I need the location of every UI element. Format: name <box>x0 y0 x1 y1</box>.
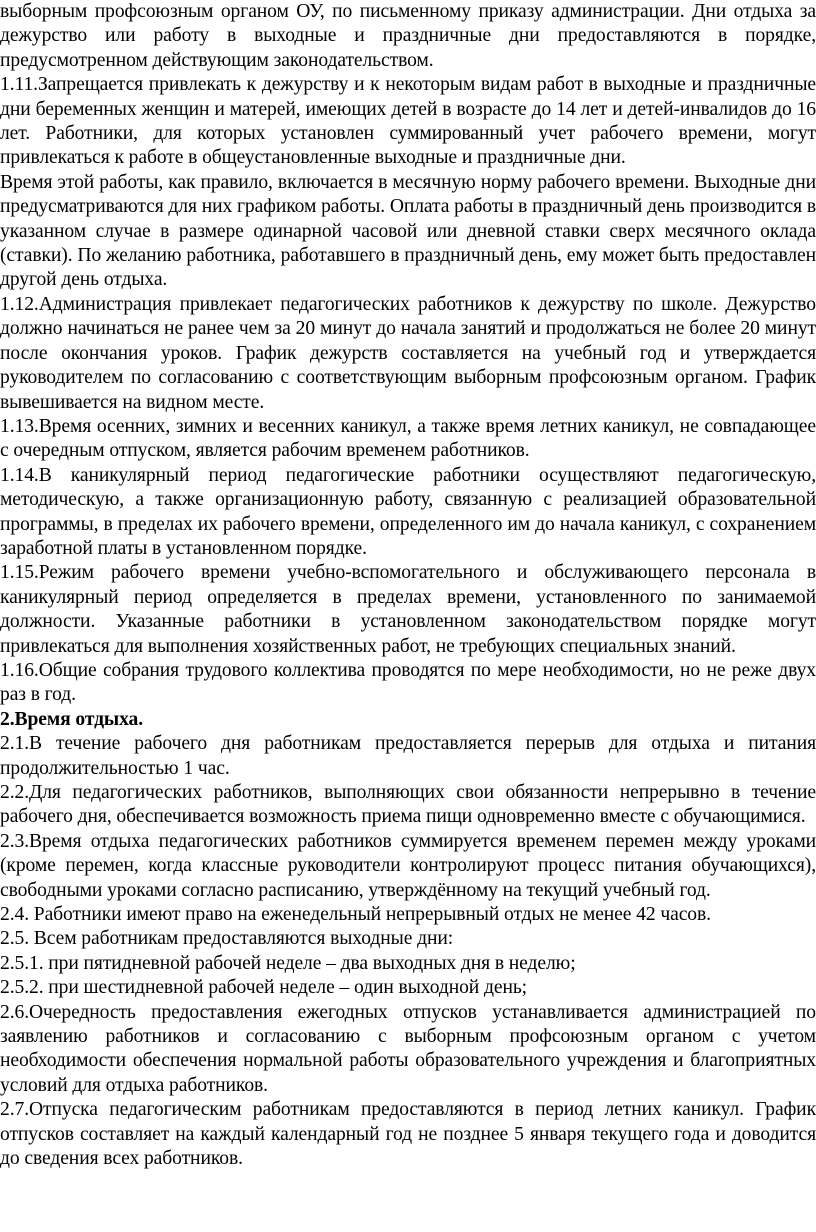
paragraph-2-5-1: 2.5.1. при пятидневной рабочей неделе – два выходных дня в неделю; <box>0 952 576 974</box>
section-heading-rest-time: 2.Время отдыха. <box>0 708 144 730</box>
paragraph-2-2: 2.2.Для педагогических работников, выполняющих свои обязанности непрерывно в течение рабочего дня, обеспечивается возможность приема пищи одновременно вместе с обучающимися. <box>0 782 816 828</box>
paragraph-2-3: 2.3.Время отдыха педагогических работников суммируется временем перемен между уроками (кроме перемен, когда классные руководители контролируют процесс питания обучающихся), свободными уроками согласно расписанию, утверждённому на текущий учебный год. <box>0 830 816 901</box>
paragraph-2-4: 2.4. Работники имеют право на еженедельный непрерывный отдых не менее 42 часов. <box>0 904 711 926</box>
paragraph-2-7: 2.7.Отпуска педагогическим работникам предоставляются в период летних каникул. График отпусков составляет на каждый календарный год не позднее 5 января текущего года и доводится до сведения всех работников. <box>0 1099 816 1170</box>
paragraph-1-14: 1.14.В каникулярный период педагогические работники осуществляют педагогическую, методическую, а также организационную работу, связанную с реализацией образовательной программы, в пределах их рабочего времени, определенного им до начала каникул, с сохранением заработной платы в установленном порядке. <box>0 464 816 559</box>
paragraph-1-12: 1.12.Администрация привлекает педагогических работников к дежурству по школе. Дежурство должно начинаться не ранее чем за 20 минут до начала занятий и продолжаться не более 20 минут после окончания уроков. График дежурств составляется на учебный год и утверждается руководителем по согласованию с соответствующим выборным профсоюзным органом. График вывешивается на видном месте. <box>0 293 816 413</box>
paragraph-work-time-note: Время этой работы, как правило, включается в месячную норму рабочего времени. Выходные дни предусматриваются для них графиком работы. Оплата работы в праздничный день производится в указанном случае в размере одинарной часовой или дневной ставки сверх месячного оклада (ставки). По желанию работника, работавшего в праздничный день, ему может быть предоставлен другой день отдыха. <box>0 171 816 291</box>
paragraph-1-16: 1.16.Общие собрания трудового коллектива проводятся по мере необходимости, но не реже двух раз в год. <box>0 659 816 706</box>
paragraph-1-13: 1.13.Время осенних, зимних и весенних каникул, а также время летних каникул, не совпадающее с очередным отпуском, является рабочим временем работников. <box>0 415 816 462</box>
paragraph-2-5-2: 2.5.2. при шестидневной рабочей неделе – один выходной день; <box>0 977 528 999</box>
paragraph-2-6: 2.6.Очередность предоставления ежегодных отпусков устанавливается администрацией по заявлению работников и согласованию с выборным профсоюзным органом с учетом необходимости обеспечения нормальной работы образовательного учреждения и благоприятных условий для отдыха работников. <box>0 1001 816 1096</box>
paragraph-continuation: выборным профсоюзным органом ОУ, по письменному приказу администрации. Дни отдыха за дежурство или работу в выходные и праздничные дни предоставляются в порядке, предусмотренном действующим законодательством. <box>0 1 816 71</box>
paragraph-2-1: 2.1.В течение рабочего дня работникам предоставляется перерыв для отдыха и питания продолжительностью 1 час. <box>0 733 816 779</box>
paragraph-2-5: 2.5. Всем работникам предоставляются выходные дни: <box>0 928 454 950</box>
paragraph-1-11: 1.11.Запрещается привлекать к дежурству и к некоторым видам работ в выходные и праздничные дни беременных женщин и матерей, имеющих детей в возрасте до 14 лет и детей-инвалидов до 16 лет. Работники, для которых установлен суммированный учет рабочего времени, могут привлекаться к работе в общеустановленные выходные и праздничные дни. <box>0 74 816 169</box>
paragraph-1-15: 1.15.Режим рабочего времени учебно-вспомогательного и обслуживающего персонала в каникулярный период определяется в пределах времени, установленного по занимаемой должности. Указанные работники в установленном законодательством порядке могут привлекаться для выполнения хозяйственных работ, не требующих специальных знаний. <box>0 562 816 657</box>
